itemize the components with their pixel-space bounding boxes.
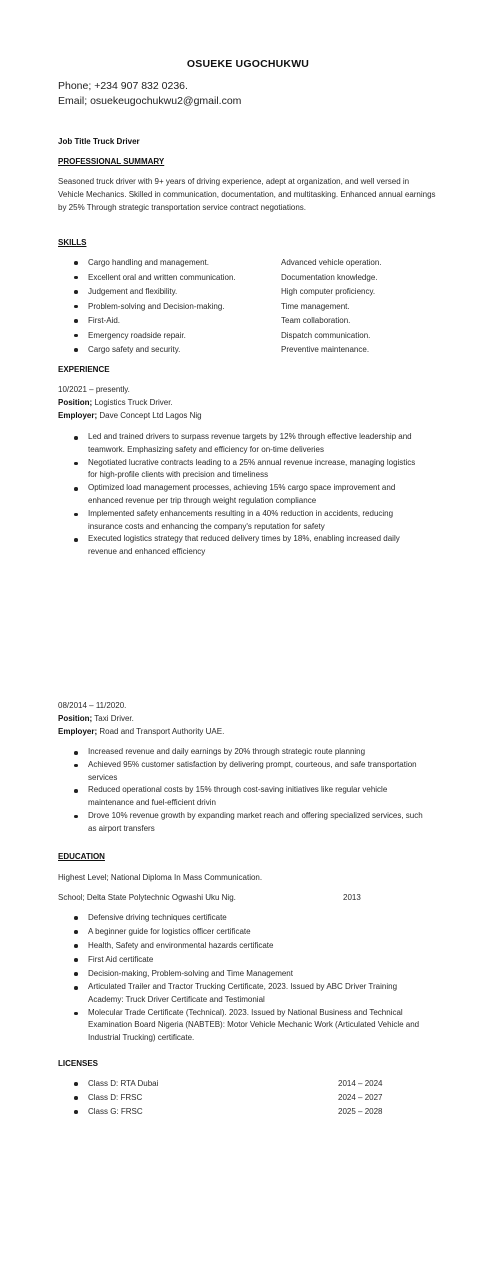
- list-item: First-Aid.: [58, 314, 288, 329]
- list-item: Negotiated lucrative contracts leading to a 25% annual revenue increase, managing logistics for high-profile clients with precision and timeliness: [58, 457, 424, 483]
- job1-position: [58, 396, 173, 409]
- list-item: Decision-making, Problem-solving and Time Management: [58, 967, 424, 981]
- list-item: Molecular Trade Certificate (Technical). 2023. Issued by National Business and Technical Examination Board Nigeria (NABTEB): Motor Vehicle Mechanic Work (Articulated Vehicle and Industrial Trucking) certificate.: [58, 1007, 424, 1045]
- education-year: 2013: [343, 893, 361, 902]
- email: Email; osuekeugochukwu2@gmail.com: [58, 95, 242, 107]
- list-item: Advanced vehicle operation.: [281, 258, 382, 267]
- education-level: Highest Level; National Diploma In Mass Communication.: [58, 873, 263, 882]
- list-item: High computer proficiency.: [281, 287, 376, 296]
- summary-text: Seasoned truck driver with 9+ years of driving experience, adept at organization, and well versed in Vehicle Mechanics. Skilled in communication, documentation, and multitasking. Enhanced annual earnings by 25% Through strategic transportation service contract negotiations.: [58, 177, 436, 212]
- license-label: Class D: FRSC: [88, 1093, 143, 1102]
- education-school: School; Delta State Polytechnic Ogwashi Uku Nig.: [58, 893, 236, 902]
- list-item: A beginner guide for logistics officer certificate: [58, 925, 424, 939]
- list-item: Reduced operational costs by 15% through cost-saving initiatives like regular vehicle maintenance and fuel-efficient drivin: [58, 784, 424, 810]
- job2-dates: 08/2014 – 11/2020.: [58, 701, 127, 710]
- job1-dates: 10/2021 – presently.: [58, 385, 130, 394]
- job2-position: [58, 712, 134, 725]
- license-dates: 2024 – 2027: [338, 1093, 383, 1102]
- list-item: First Aid certificate: [58, 953, 424, 967]
- list-item: Dispatch communication.: [281, 330, 371, 340]
- applicant-name: OSUEKE UGOCHUKWU: [186, 58, 310, 70]
- list-item: Executed logistics strategy that reduced delivery times by 18%, enabling increased daily revenue and enhanced efficiency: [58, 533, 424, 559]
- license-item: [58, 1091, 438, 1105]
- list-item: Judgement and flexibility.: [58, 285, 288, 300]
- list-item: Preventive maintenance.: [281, 345, 370, 354]
- list-item: Articulated Trailer and Tractor Trucking Certificate, 2023. Issued by ABC Driver Training Academy: Truck Driver Certificate and Testimonial: [58, 981, 424, 1007]
- list-item: Health, Safety and environmental hazards certificate: [58, 939, 424, 953]
- job1-employer: [58, 409, 202, 422]
- employer-value: Road and Transport Authority UAE.: [97, 727, 225, 736]
- list-item: Optimized load management processes, achieving 15% cargo space improvement and enhanced revenue per trip through weight regulation compliance: [58, 482, 424, 508]
- summary-heading: PROFESSIONAL SUMMARY: [58, 157, 165, 166]
- list-item: Time management.: [281, 301, 350, 311]
- list-item: Team collaboration.: [281, 316, 351, 325]
- position-label: Position;: [58, 398, 93, 407]
- experience-heading: EXPERIENCE: [58, 365, 110, 374]
- licenses-list: [58, 1077, 438, 1119]
- employer-value: Dave Concept Ltd Lagos Nig: [97, 411, 202, 420]
- position-label: Position;: [58, 714, 93, 723]
- list-item: Problem-solving and Decision-making.: [58, 300, 288, 315]
- list-item: Drove 10% revenue growth by expanding market reach and offering specialized services, such as airport transfers: [58, 810, 424, 836]
- job2-employer: [58, 725, 224, 738]
- list-item: Emergency roadside repair.: [58, 329, 288, 344]
- license-dates: 2014 – 2024: [338, 1079, 383, 1088]
- list-item: Achieved 95% customer satisfaction by delivering prompt, courteous, and safe transportation services: [58, 759, 424, 785]
- license-item: [58, 1077, 438, 1091]
- list-item: Led and trained drivers to surpass revenue targets by 12% through effective leadership and teamwork. Emphasizing safety and efficiency for on-time deliveries: [58, 431, 424, 457]
- license-label: Class G: FRSC: [88, 1107, 143, 1116]
- education-heading: EDUCATION: [58, 852, 105, 861]
- job1-achievements: [58, 431, 424, 559]
- list-item: Cargo safety and security.: [58, 343, 288, 358]
- list-item: Increased revenue and daily earnings by 20% through strategic route planning: [58, 746, 424, 759]
- employer-label: Employer;: [58, 411, 98, 420]
- license-item: [58, 1105, 438, 1119]
- license-label: Class D: RTA Dubai: [88, 1079, 159, 1088]
- list-item: Documentation knowledge.: [281, 272, 378, 282]
- skills-right-list: [281, 256, 382, 358]
- education-certificates: [58, 911, 424, 1045]
- license-dates: 2025 – 2028: [338, 1107, 383, 1116]
- employer-label: Employer;: [58, 727, 98, 736]
- job-title: Job Title Truck Driver: [58, 137, 140, 146]
- list-item: Defensive driving techniques certificate: [58, 911, 424, 925]
- education-school-row: [58, 891, 438, 904]
- list-item: Excellent oral and written communication.: [58, 271, 288, 286]
- position-value: Taxi Driver.: [92, 714, 134, 723]
- licenses-heading: LICENSES: [58, 1059, 99, 1068]
- skills-heading: SKILLS: [58, 238, 87, 247]
- list-item: Cargo handling and management.: [58, 256, 288, 271]
- job2-achievements: [58, 746, 424, 836]
- skills-left-list: [58, 256, 288, 358]
- position-value: Logistics Truck Driver.: [92, 398, 173, 407]
- list-item: Implemented safety enhancements resulting in a 40% reduction in accidents, reducing insurance costs and enhancing the company's reputation for safety: [58, 508, 424, 534]
- phone: Phone; +234 907 832 0236.: [58, 80, 188, 92]
